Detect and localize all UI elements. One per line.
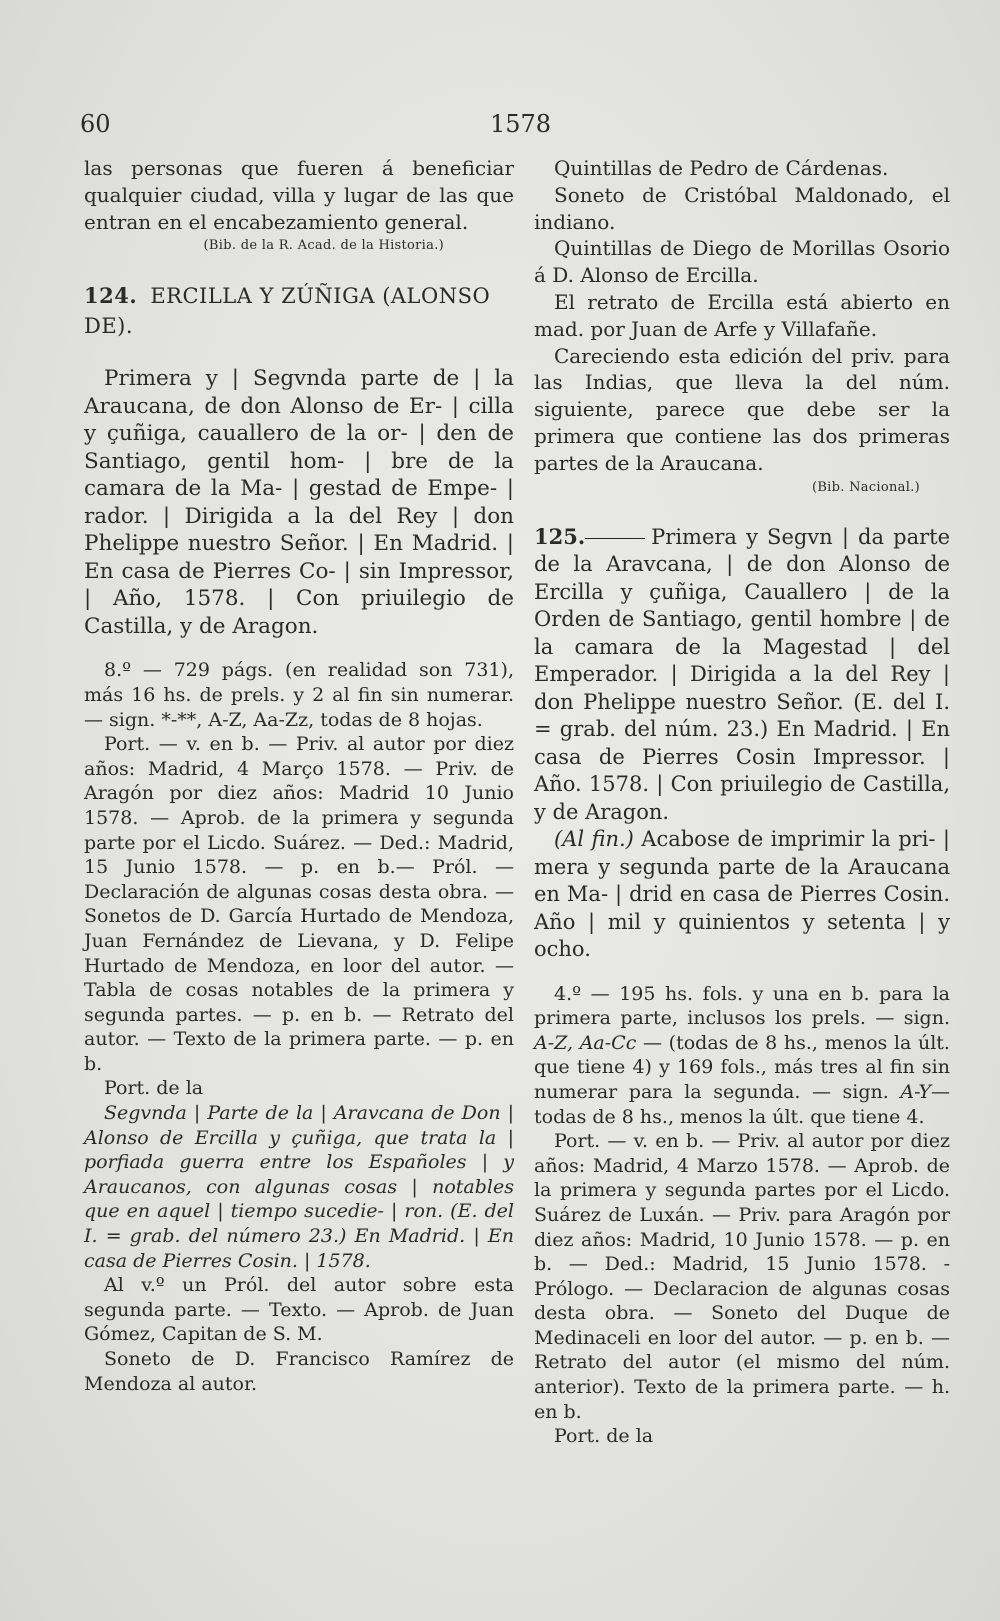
port-lead: Port. de la — [104, 1077, 204, 1100]
soneto-note: Soneto de D. Francisco Ramírez de Mendoza al autor. — [84, 1348, 514, 1395]
colophon-label: (Al fin.) — [554, 827, 634, 852]
continued-text: Soneto de Cristóbal Maldonado, el indiano. — [534, 182, 950, 234]
signature-range: A-Z, Aa-Cc — [534, 1031, 637, 1054]
source-note: (Bib. de la R. Acad. de la Historia.) — [203, 238, 444, 254]
colophon — [534, 826, 950, 964]
collation: 4.º — 195 hs. fols. y una en b. para la primera parte, inclusos los prels. — sign. A-Z, Aa-Cc — (todas de 8 hs., menos la últ. que tiene 4) y 169 fols., más tres al fin sin numerar para la segunda. — sign. A-Y— todas de 8 hs., menos la últ. que tiene 4. — [534, 982, 950, 1128]
continued-text: Quintillas de Diego de Morillas Osorio á D. Alonso de Ercilla. — [534, 236, 950, 288]
second-part-title: Segvnda | Parte de la | Aravcana de Don | Alonso de Ercilla y çuñiga, que trata la | porfiada guerra entre los Españoles | y Araucanos, con algunas cosas | notables que en aquel | tiempo sucedie- | ron. (E. del I. = grab. del número 23.) En Madrid. | En casa de Pierres Cosin. | 1578. — [84, 1102, 514, 1272]
entry-number: 125. — [534, 523, 586, 549]
running-head-year: 1578 — [490, 110, 552, 138]
port-lead: Port. de la — [554, 1425, 654, 1448]
continued-text: las personas que fueren á beneficiar qualquier ciudad, villa y lugar de las que entran en el encabezamiento general. — [84, 156, 514, 234]
signature-range: A-Y — [900, 1080, 931, 1103]
contents-description: Port. — v. en b. — Priv. al autor por diez años: Madrid, 4 Março 1578. — Priv. de Aragón por diez años: Madrid 10 Junio 1578. — Aprob. de la primera y segunda parte por el Licdo. Suárez. — Ded.: Madrid, 15 Junio 1578. — p. en b.— Pról. — Declaración de algunas cosas desta obra. — Sonetos de D. García Hurtado de Mendoza, Juan Fernández de Lievana, y D. Felipe Hurtado de Mendoza, en loor del autor. — Tabla de cosas notables de la primera y segunda partes. — p. en b. — Retrato del autor. — Texto de la primera parte. — p. en b. — [84, 733, 514, 1075]
entry-125 — [534, 523, 950, 827]
entry-heading-124 — [84, 281, 514, 341]
entry-author: ERCILLA Y ZÚÑIGA (ALONSO DE). — [84, 284, 491, 339]
entry-title: Primera y | Segvnda parte de | la Araucana, de don Alonso de Er- | cilla y çuñiga, cauallero de la or- | den de Santiago, gentil hom- | bre de la camara de la Ma- | gestad de Empe- | rador. | Dirigida a la del Rey | don Phelippe nuestro Señor. | En Madrid. | En casa de Pierres Co- | sin Impressor, | Año, 1578. | Con priuilegio de Castilla, y de Aragon. — [84, 366, 514, 639]
second-part-contents: Al v.º un Pról. del autor sobre esta segunda parte. — Texto. — Aprob. de Juan Gómez, Capitan de S. M. — [84, 1274, 514, 1346]
left-column — [84, 155, 514, 1396]
page-number: 60 — [80, 110, 111, 138]
right-column — [534, 155, 950, 1449]
dash-rule — [585, 538, 645, 539]
edition-note: Careciendo esta edición del priv. para las Indias, que lleva la del núm. siguiente, parece que debe ser la primera que contiene las dos primeras partes de la Araucana. — [534, 343, 950, 475]
source-note: (Bib. Nacional.) — [811, 479, 920, 495]
colophon-text: Acabose de imprimir la pri- | mera y segunda parte de la Araucana en Ma- | drid en casa de Pierres Cosin. Año | mil y quinientos y setenta | y ocho. — [534, 827, 950, 962]
entry-number: 124. — [84, 283, 138, 309]
portrait-note: El retrato de Ercilla está abierto en mad. por Juan de Arfe y Villafañe. — [534, 289, 950, 341]
entry-title: Primera y Segvn | da parte de la Aravcana, | de don Alonso de Ercilla y çuñiga, Cauallero | de la Orden de Santiago, gentil hombre | de la camara de la Magestad | del Emperador. | Dirigida a la del Rey | don Phelippe nuestro Señor. (E. del I. = grab. del núm. 23.) En Madrid. | En casa de Pierres Cosin Impressor. | Año. 1578. | Con priuilegio de Castilla, y de Aragon. — [534, 524, 950, 824]
collation: 8.º — 729 págs. (en realidad son 731), más 16 hs. de prels. y 2 al fin sin numerar. — sign. *-**, A-Z, Aa-Zz, todas de 8 hojas. — [84, 659, 514, 731]
contents-description: Port. — v. en b. — Priv. al autor por diez años: Madrid, 4 Marzo 1578. — Aprob. de la primera y segunda partes por el Licdo. Suárez de Luxán. — Priv. para Aragón por diez años: Madrid, 10 Junio 1578. — p. en b. — Ded.: Madrid, 15 Junio 1578. - Prólogo. — Declaracion de algunas cosas desta obra. — Soneto del Duque de Medinaceli en loor del autor. — p. en b. — Retrato del autor (el mismo del núm. anterior). Texto de la primera parte. — h. en b. — [534, 1130, 950, 1423]
continued-text: Quintillas de Pedro de Cárdenas. — [554, 156, 889, 180]
